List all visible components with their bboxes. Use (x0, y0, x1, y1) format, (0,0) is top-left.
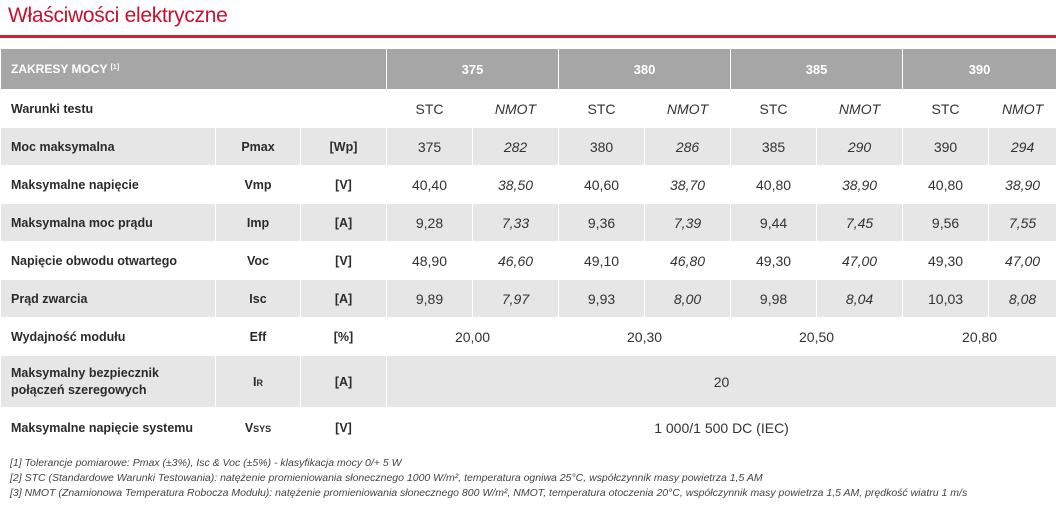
row-symbol: Eff (216, 318, 301, 356)
nmot-cell: NMOT (645, 90, 731, 128)
fuse-value: 20 (387, 356, 1056, 408)
row-symbol: Vmp (216, 166, 301, 204)
value-cell: 294 (989, 128, 1056, 166)
system-voltage-value: 1 000/1 500 DC (IEC) (387, 408, 1056, 448)
row-unit: [A] (301, 204, 387, 242)
efficiency-value: 20,80 (903, 318, 1056, 356)
row-unit: [Wp] (301, 128, 387, 166)
row-symbol: Voc (216, 242, 301, 280)
electrical-properties-table (0, 48, 1056, 448)
fuse-row (1, 356, 1056, 408)
row-label: Napięcie obwodu otwartego (1, 242, 216, 280)
value-cell: 7,55 (989, 204, 1056, 242)
value-cell: 40,80 (903, 166, 989, 204)
value-cell: 46,60 (473, 242, 559, 280)
power-range-header-row (1, 49, 1056, 90)
system-voltage-row (1, 408, 1056, 448)
value-cell: 9,89 (387, 280, 473, 318)
value-cell: 9,28 (387, 204, 473, 242)
stc-cell: STC (559, 90, 645, 128)
row-label: Maksymalne napięcie (1, 166, 216, 204)
value-cell: 38,90 (989, 166, 1056, 204)
power-380-header: 380 (559, 49, 731, 90)
value-cell: 46,80 (645, 242, 731, 280)
row-label: Maksymalna moc prądu (1, 204, 216, 242)
row-unit: [%] (301, 318, 387, 356)
table-row (1, 242, 1056, 280)
value-cell: 7,97 (473, 280, 559, 318)
value-cell: 7,45 (817, 204, 903, 242)
value-cell: 286 (645, 128, 731, 166)
row-symbol: IR (216, 356, 301, 408)
value-cell: 7,33 (473, 204, 559, 242)
row-symbol: Pmax (216, 128, 301, 166)
row-label: Moc maksymalna (1, 128, 216, 166)
stc-cell: STC (387, 90, 473, 128)
value-cell: 9,98 (731, 280, 817, 318)
value-cell: 7,39 (645, 204, 731, 242)
value-cell: 375 (387, 128, 473, 166)
value-cell: 49,30 (731, 242, 817, 280)
power-range-header: ZAKRESY MOCY [1] (1, 49, 387, 90)
value-cell: 40,80 (731, 166, 817, 204)
value-cell: 10,03 (903, 280, 989, 318)
value-cell: 49,10 (559, 242, 645, 280)
value-cell: 48,90 (387, 242, 473, 280)
row-label: Wydajność modułu (1, 318, 216, 356)
power-375-header: 375 (387, 49, 559, 90)
value-cell: 390 (903, 128, 989, 166)
value-cell: 290 (817, 128, 903, 166)
row-symbol: Isc (216, 280, 301, 318)
table-row (1, 204, 1056, 242)
footnote-ref: [1] (110, 64, 120, 71)
row-unit: [V] (301, 242, 387, 280)
footnote-1: [1] Tolerancje pomiarowe: Pmax (±3%), Isc & Voc (±5%) - klasyfikacja mocy 0/+ 5 W (10, 457, 402, 469)
power-385-header: 385 (731, 49, 903, 90)
table-row (1, 166, 1056, 204)
footnote-2: [2] STC (Standardowe Warunki Testowania): natężenie promieniowania słonecznego 1000 W/m², temperatura ogniwa 25°C, współczynnik masy powietrza 1,5 AM (10, 472, 763, 484)
value-cell: 282 (473, 128, 559, 166)
value-cell: 47,00 (817, 242, 903, 280)
row-label: Maksymalne napięcie systemu (1, 408, 216, 448)
row-label: Prąd zwarcia (1, 280, 216, 318)
row-unit: [A] (301, 280, 387, 318)
value-cell: 9,56 (903, 204, 989, 242)
nmot-cell: NMOT (817, 90, 903, 128)
value-cell: 9,93 (559, 280, 645, 318)
value-cell: 8,00 (645, 280, 731, 318)
value-cell: 40,40 (387, 166, 473, 204)
table-row (1, 280, 1056, 318)
efficiency-value: 20,30 (559, 318, 731, 356)
test-conditions-row (1, 90, 1056, 128)
footnote-3: [3] NMOT (Znamionowa Temperatura Robocza Modułu): natężenie promieniowania słonecznego 800 W/m², NMOT, temperatura otoczenia 20°C, współczynnik masy powietrza 1,5 AM, prędkość wiatru 1 m/s (10, 487, 968, 499)
row-symbol: VSYS (216, 408, 301, 448)
value-cell: 40,60 (559, 166, 645, 204)
row-label: Maksymalny bezpiecznik połączeń szeregowych (1, 356, 216, 408)
value-cell: 49,30 (903, 242, 989, 280)
efficiency-value: 20,50 (731, 318, 903, 356)
table-row (1, 128, 1056, 166)
row-symbol: Imp (216, 204, 301, 242)
stc-cell: STC (903, 90, 989, 128)
value-cell: 9,44 (731, 204, 817, 242)
value-cell: 380 (559, 128, 645, 166)
nmot-cell: NMOT (989, 90, 1056, 128)
value-cell: 38,50 (473, 166, 559, 204)
page-title: Właściwości elektryczne (8, 4, 228, 27)
value-cell: 9,36 (559, 204, 645, 242)
test-conditions-label: Warunki testu (1, 90, 387, 128)
footnotes (10, 456, 967, 501)
row-unit: [V] (301, 408, 387, 448)
value-cell: 47,00 (989, 242, 1056, 280)
stc-cell: STC (731, 90, 817, 128)
value-cell: 38,70 (645, 166, 731, 204)
row-unit: [V] (301, 166, 387, 204)
value-cell: 8,04 (817, 280, 903, 318)
row-unit: [A] (301, 356, 387, 408)
value-cell: 385 (731, 128, 817, 166)
value-cell: 38,90 (817, 166, 903, 204)
title-divider (0, 35, 1056, 38)
value-cell: 8,08 (989, 280, 1056, 318)
power-390-header: 390 (903, 49, 1056, 90)
efficiency-value: 20,00 (387, 318, 559, 356)
efficiency-row (1, 318, 1056, 356)
nmot-cell: NMOT (473, 90, 559, 128)
